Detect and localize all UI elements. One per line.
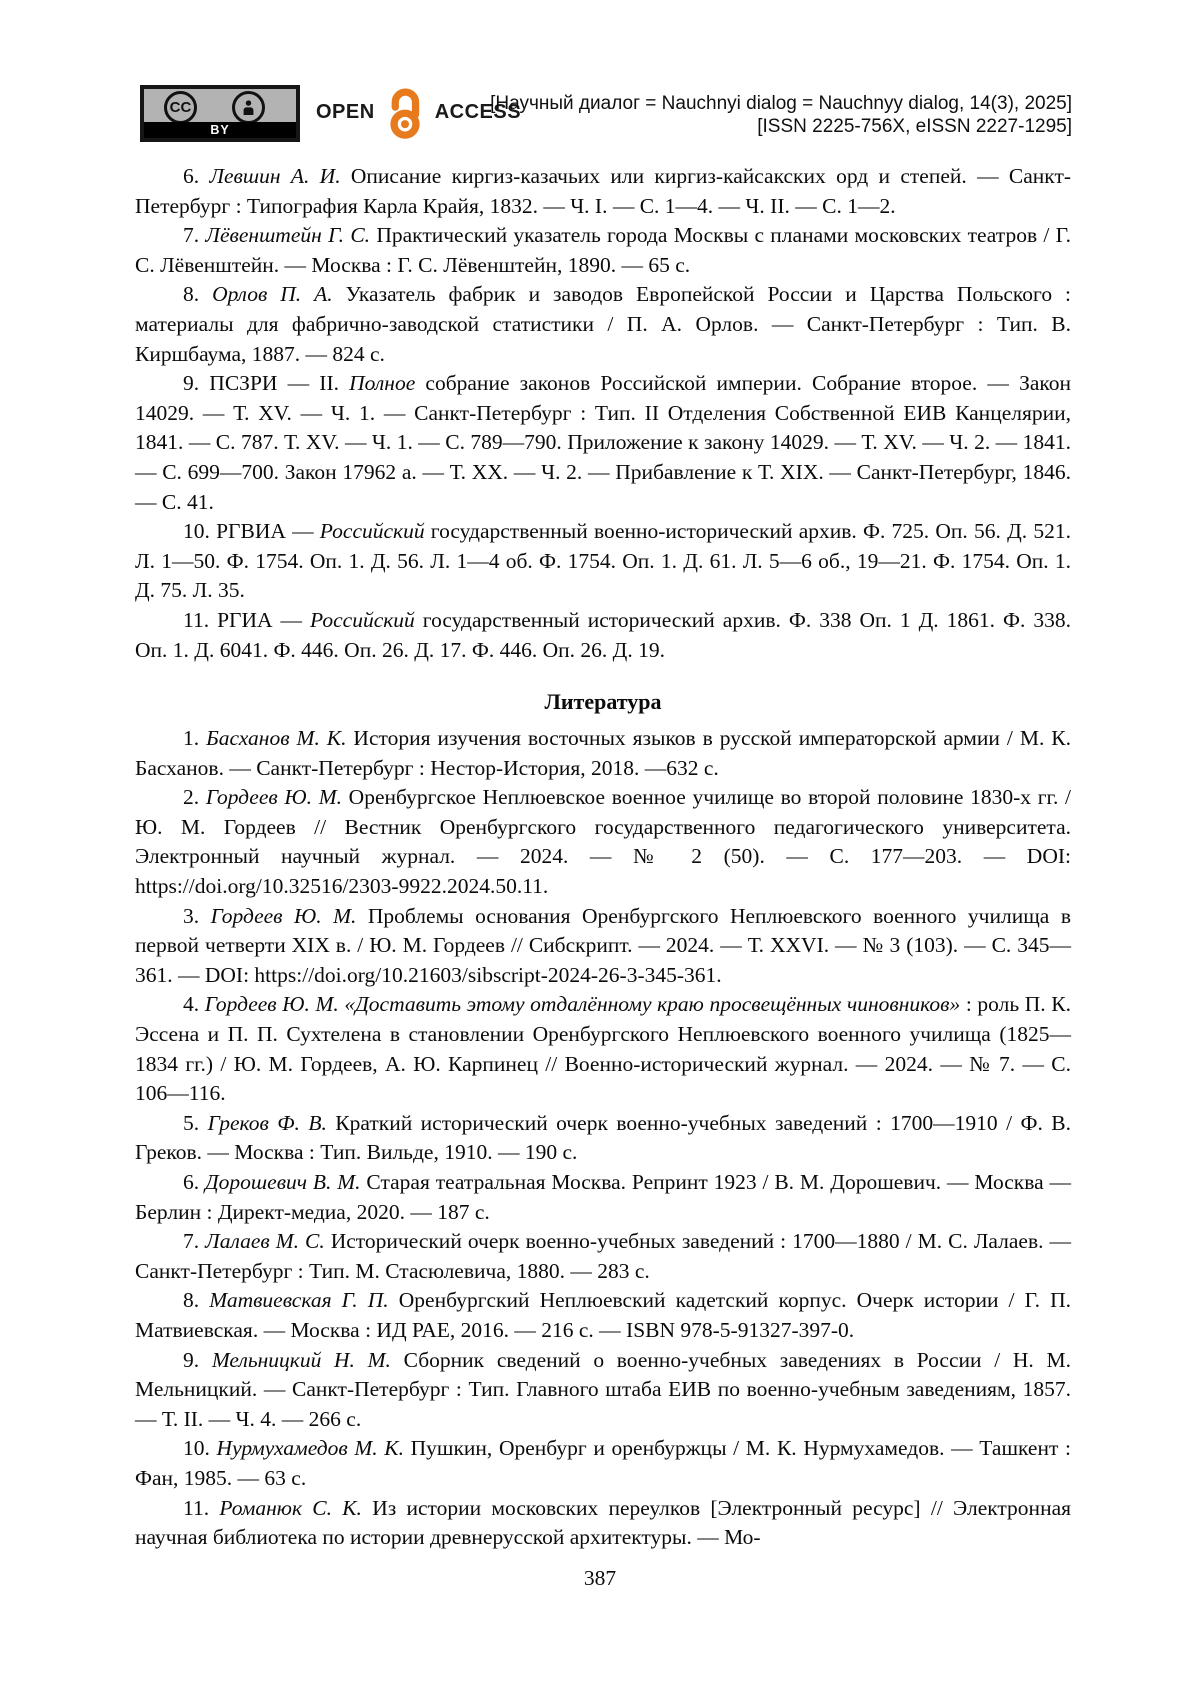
reference-text: 11. РГИА — <box>183 607 311 632</box>
reference-entry <box>135 902 1071 991</box>
reference-text: 7. <box>183 1229 206 1254</box>
reference-text: 9. <box>183 1347 212 1372</box>
open-access-access-label: ACCESS <box>434 100 522 123</box>
reference-author: Гордеев Ю. М. <box>205 785 342 810</box>
reference-text: Пушкин, Оренбург и оренбуржцы / М. К. Нурмухамедов. — Ташкент : Фан, 1985. — 63 с. <box>135 1436 1071 1490</box>
reference-author: Греков Ф. В. <box>207 1110 327 1135</box>
reference-entry <box>135 1346 1071 1435</box>
page-header <box>0 0 1200 160</box>
reference-author: Лёвенштейн Г. С. <box>205 223 371 248</box>
reference-text: Оренбургский Неплюевский кадетский корпус. Очерк истории / Г. П. Матвиевская. — Москва : ИД РАЕ, 2016. — 216 с. — ISBN 978-5-91327-397-0. <box>135 1288 1071 1342</box>
reference-author: Нурмухамедов М. К. <box>216 1436 404 1461</box>
reference-text: Старая театральная Москва. Репринт 1923 / В. М. Дорошевич. — Москва — Берлин : Директ-медиа, 2020. — 187 с. <box>135 1170 1071 1224</box>
reference-text: Описание киргиз-казачьих или киргиз-кайсакских орд и степей. — Санкт-Петербург : Типография Карла Крайя, 1832. — Ч. I. — С. 1—4. — Ч. II. — С. 1—2. <box>135 164 1072 218</box>
reference-entry <box>135 280 1071 369</box>
open-lock-icon <box>382 82 428 142</box>
reference-author: Лалаев М. С. <box>205 1229 325 1254</box>
reference-text: Указатель фабрик и заводов Европейской России и Царства Польского : материалы для фабрично-заводской статистики / П. А. Орлов. — Санкт-Петербург : Тип. В. Киршбаума, 1887. — 824 с. <box>135 282 1072 366</box>
reference-author: Левшин А. И. <box>209 164 341 188</box>
reference-text: : роль П. К. Эссена и П. П. Сухтелена в становлении Оренбургского Неплюевского военного училища (1825—1834 гг.) / Ю. М. Гордеев, А. Ю. Карпинец // Военно-исторический журнал. — 2024. — № 7. — С. 106—116. <box>135 992 1072 1106</box>
reference-entry <box>135 1286 1071 1345</box>
reference-author: Полное <box>349 371 416 396</box>
reference-text: 3. <box>183 903 211 928</box>
cc-by-license-badge <box>140 85 300 142</box>
reference-text: 5. <box>183 1110 208 1135</box>
reference-entry <box>135 1434 1071 1493</box>
cc-badge-icons <box>144 89 296 122</box>
reference-entry <box>135 606 1071 665</box>
literature-list <box>135 724 1071 1553</box>
reference-author: Российский <box>310 607 415 632</box>
reference-text: Из истории московских переулков [Электронный ресурс] // Электронная научная библиотека по истории древнерусской архитектуры. — Мо- <box>135 1495 1072 1550</box>
reference-text: 6. <box>183 1170 205 1194</box>
reference-entry <box>135 517 1071 606</box>
reference-author: Романюк С. К. <box>219 1495 362 1520</box>
reference-entry <box>135 1494 1071 1553</box>
reference-text: государственный военно-исторический архив. Ф. 725. Оп. 56. Д. 521. Л. 1—50. Ф. 1754. Оп. 1. Д. 56. Л. 1—4 об. Ф. 1754. Оп. 1. Д. 61. Л. 5—6 об., 19—21. Ф. 1754. Оп. 1. Д. 75. Л. 35. <box>135 519 1071 603</box>
reference-entry <box>135 162 1071 221</box>
reference-author: Гордеев Ю. М. «Доставить этому отдалённому краю просвещённых чиновников» <box>204 992 961 1017</box>
open-access-open-label: OPEN <box>316 100 375 123</box>
reference-text: Проблемы основания Оренбургского Неплюевского военного училища в первой четверти XIX в. / Ю. М. Гордеев // Сибскрипт. — 2024. — Т. XXVI. — № 3 (103). — С. 345—361. — DOI: https://doi.org/10.21603/sibscript-2024-26-3-345-361. <box>135 903 1071 987</box>
reference-text: 7. <box>183 223 206 248</box>
page-number: 387 <box>583 1566 617 1590</box>
reference-text: Краткий исторический очерк военно-учебных заведений : 1700—1910 / Ф. В. Греков. — Москва : Тип. Вильде, 1910. — 190 с. <box>135 1110 1072 1165</box>
reference-entry <box>135 221 1071 280</box>
reference-entry <box>135 1227 1071 1286</box>
journal-info <box>490 92 1072 138</box>
reference-author: Басханов М. К. <box>206 726 347 751</box>
reference-text: 10. <box>183 1436 217 1461</box>
sources-list <box>135 162 1071 665</box>
reference-text: Сборник сведений о военно-учебных заведениях в России / Н. М. Мельницкий. — Санкт-Петербург : Тип. Главного штаба ЕИВ по военно-учебным заведениям, 1857. — Т. II. — Ч. 4. — 266 с. <box>135 1347 1071 1431</box>
reference-text: Исторический очерк военно-учебных заведений : 1700—1880 / М. С. Лалаев. — Санкт-Петербург : Тип. М. Стасюлевича, 1880. — 283 с. <box>135 1229 1071 1283</box>
literature-heading: Литература <box>544 689 662 715</box>
person-icon <box>232 91 265 124</box>
reference-text: 1. <box>183 726 207 751</box>
reference-author: Орлов П. А. <box>212 282 333 307</box>
reference-author: Российский <box>319 519 425 544</box>
reference-text: 2. <box>183 785 206 810</box>
references-section <box>135 162 1071 1553</box>
reference-entry <box>135 1109 1071 1168</box>
reference-entry <box>135 1168 1071 1227</box>
reference-entry <box>135 990 1071 1108</box>
reference-text: государственный исторический архив. Ф. 338 Оп. 1 Д. 1861. Ф. 338. Оп. 1. Д. 6041. Ф. 446. Оп. 26. Д. 17. Ф. 446. Оп. 26. Д. 19. <box>135 607 1071 662</box>
reference-text: История изучения восточных языков в русской императорской армии / М. К. Басханов. — Санкт-Петербург : Нестор-История, 2018. —632 с. <box>135 726 1072 780</box>
reference-entry <box>135 724 1071 783</box>
reference-text: 6. <box>183 164 210 188</box>
reference-author: Дорошевич В. М. <box>205 1170 361 1194</box>
cc-icon: CC <box>164 91 197 124</box>
reference-author: Матвиевская Г. П. <box>209 1288 389 1313</box>
reference-entry <box>135 783 1071 901</box>
journal-issn-line: [ISSN 2225-756X, eISSN 2227-1295] <box>757 116 1072 137</box>
reference-text: Практический указатель города Москвы с планами московских театров / Г. С. Лёвенштейн. — Москва : Г. С. Лёвенштейн, 1890. — 65 с. <box>135 223 1072 277</box>
cc-by-label: BY <box>144 122 296 138</box>
reference-author: Мельницкий Н. М. <box>211 1347 391 1372</box>
reference-text: 8. <box>183 282 213 307</box>
journal-title-line: [Научный диалог = Nauchnyi dialog = Nauchnyy dialog, 14(3), 2025] <box>490 93 1072 114</box>
reference-text: 11. <box>183 1495 220 1520</box>
reference-text: 8. <box>183 1288 210 1313</box>
reference-text: собрание законов Российской империи. Собрание второе. — Закон 14029. — Т. XV. — Ч. 1. — Санкт-Петербург : Тип. II Отделения Собственной ЕИВ Канцелярии, 1841. — С. 787. Т. XV. — Ч. 1. — С. 789—790. Приложение к закону 14029. — Т. XV. — Ч. 2. — 1841. — С. 699—700. Закон 17962 а. — Т. XX. — Ч. 2. — Прибавление к Т. XIX. — Санкт-Петербург, 1846. — С. 41. <box>135 371 1071 514</box>
reference-text: Оренбургское Неплюевское военное училище во второй половине 1830-х гг. / Ю. М. Гордеев // Вестник Оренбургского государственного педагогического университета. Электронный научный журнал. — 2024. — № 2 (50). — С. 177—203. — DOI: https://doi.org/10.32516/2303-9922.2024.50.11. <box>135 785 1071 899</box>
reference-text: 9. ПСЗРИ — II. <box>183 371 350 396</box>
reference-entry <box>135 369 1071 517</box>
reference-text: 4. <box>183 992 205 1017</box>
reference-author: Гордеев Ю. М. <box>210 903 357 928</box>
reference-text: 10. РГВИА — <box>183 519 320 544</box>
